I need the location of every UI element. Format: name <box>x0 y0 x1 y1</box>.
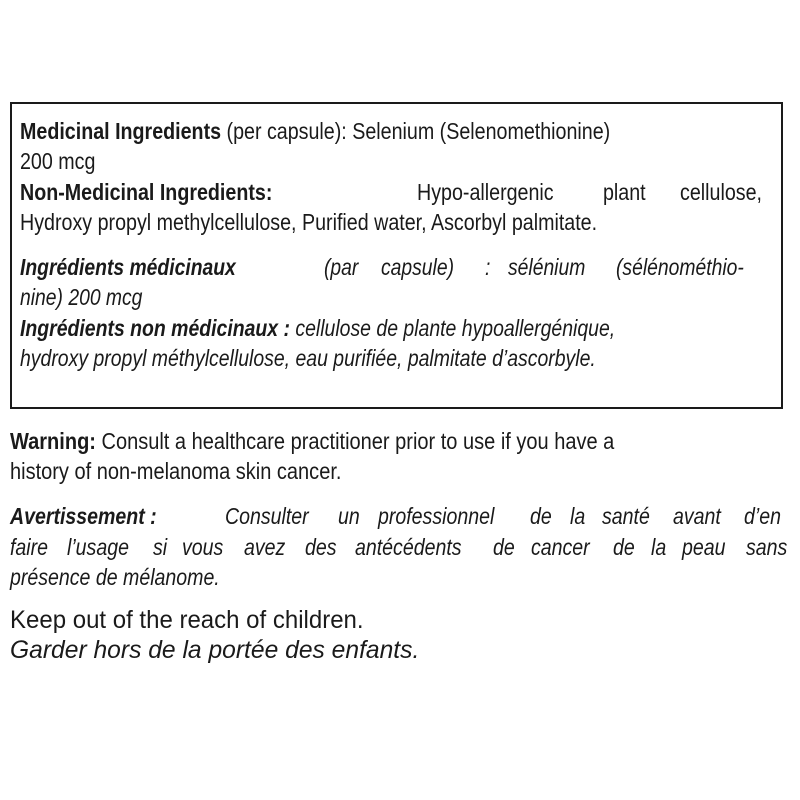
warning-en-text-2: history of non-melanoma skin cancer. <box>10 458 342 484</box>
warning-fr-word: antécédents <box>354 534 462 560</box>
keep-out-en <box>10 606 378 634</box>
warning-fr-word: l’usage <box>67 534 130 560</box>
fr-medicinal-label: Ingrédients médicinaux <box>20 254 236 280</box>
warning-fr-word: sans <box>746 534 788 560</box>
en-medicinal-label: Medicinal Ingredients <box>20 118 222 144</box>
warning-fr-text-3: présence de mélanome. <box>10 564 220 590</box>
keep-out-fr-text: Garder hors de la portée des enfants. <box>10 636 420 664</box>
warning-fr-word: peau <box>682 534 726 560</box>
fr-non-medicinal-label: Ingrédients non médicinaux : <box>20 315 290 341</box>
en-medicinal-line-2 <box>20 148 108 174</box>
en-medicinal-line-1 <box>20 118 710 144</box>
warning-fr-word: des <box>305 534 337 560</box>
en-medicinal-text: (per capsule): Selenium (Selenomethionine) <box>226 118 611 144</box>
fr-medicinal-line-1 <box>20 254 776 280</box>
fr-medicinal-word: (sélénométhio- <box>615 254 744 280</box>
warning-fr-word: si <box>153 534 168 560</box>
ingredients-box <box>10 102 783 409</box>
en-medicinal-dose: 200 mcg <box>20 148 96 174</box>
warning-fr-word: vous <box>182 534 224 560</box>
warning-en-text: Consult a healthcare practitioner prior to use if you have a <box>101 428 615 454</box>
warning-fr-word: Consulter <box>225 503 309 529</box>
en-non-medicinal-line-2 <box>20 209 695 235</box>
fr-medicinal-line-2 <box>20 284 166 310</box>
warning-fr-line-1 <box>10 503 790 529</box>
warning-fr-word: faire <box>10 534 49 560</box>
warning-fr-word: la <box>569 503 585 529</box>
warning-fr-word: avant <box>673 503 721 529</box>
fr-medicinal-word: : <box>484 254 491 280</box>
warning-en-line-2 <box>10 458 391 484</box>
warning-en-label: Warning: <box>10 428 96 454</box>
fr-medicinal-word: sélénium <box>507 254 585 280</box>
warning-fr-word: la <box>651 534 667 560</box>
fr-medicinal-dose: nine) 200 mcg <box>20 284 143 310</box>
warning-fr-word: de <box>493 534 515 560</box>
en-non-medicinal-word: plant <box>603 179 647 205</box>
warning-fr-word: un <box>338 503 360 529</box>
en-non-medicinal-text: Hydroxy propyl methylcellulose, Purified water, Ascorbyl palmitate. <box>20 209 598 235</box>
fr-non-medicinal-text: cellulose de plante hypoallergénique, <box>295 315 616 341</box>
fr-medicinal-word: capsule) <box>381 254 455 280</box>
warning-fr-word: avez <box>243 534 286 560</box>
fr-non-medicinal-text-2: hydroxy propyl méthylcellulose, eau purifiée, palmitate d’ascorbyle. <box>20 345 596 371</box>
warning-fr-label: Avertissement : <box>10 503 157 529</box>
fr-non-medicinal-line-2 <box>20 345 701 371</box>
warning-fr-word: cancer <box>531 534 591 560</box>
warning-fr-word: professionnel <box>378 503 495 529</box>
fr-non-medicinal-line-1 <box>20 315 724 341</box>
warning-fr-line-2 <box>10 534 790 560</box>
warning-fr-word: santé <box>602 503 651 529</box>
fr-medicinal-word: (par <box>324 254 359 280</box>
warning-fr-word: de <box>529 503 552 529</box>
keep-out-en-text: Keep out of the reach of children. <box>10 606 364 634</box>
en-non-medicinal-label: Non-Medicinal Ingredients: <box>20 179 273 205</box>
en-non-medicinal-line-1 <box>20 179 776 205</box>
keep-out-fr <box>10 636 426 664</box>
warning-en-line-1 <box>10 428 705 454</box>
en-non-medicinal-word: cellulose, <box>680 179 762 205</box>
warning-fr-word: d’en <box>743 503 781 529</box>
en-non-medicinal-word: Hypo-allergenic <box>417 179 554 205</box>
warning-fr-line-3 <box>10 564 257 590</box>
warning-fr-word: de <box>613 534 635 560</box>
